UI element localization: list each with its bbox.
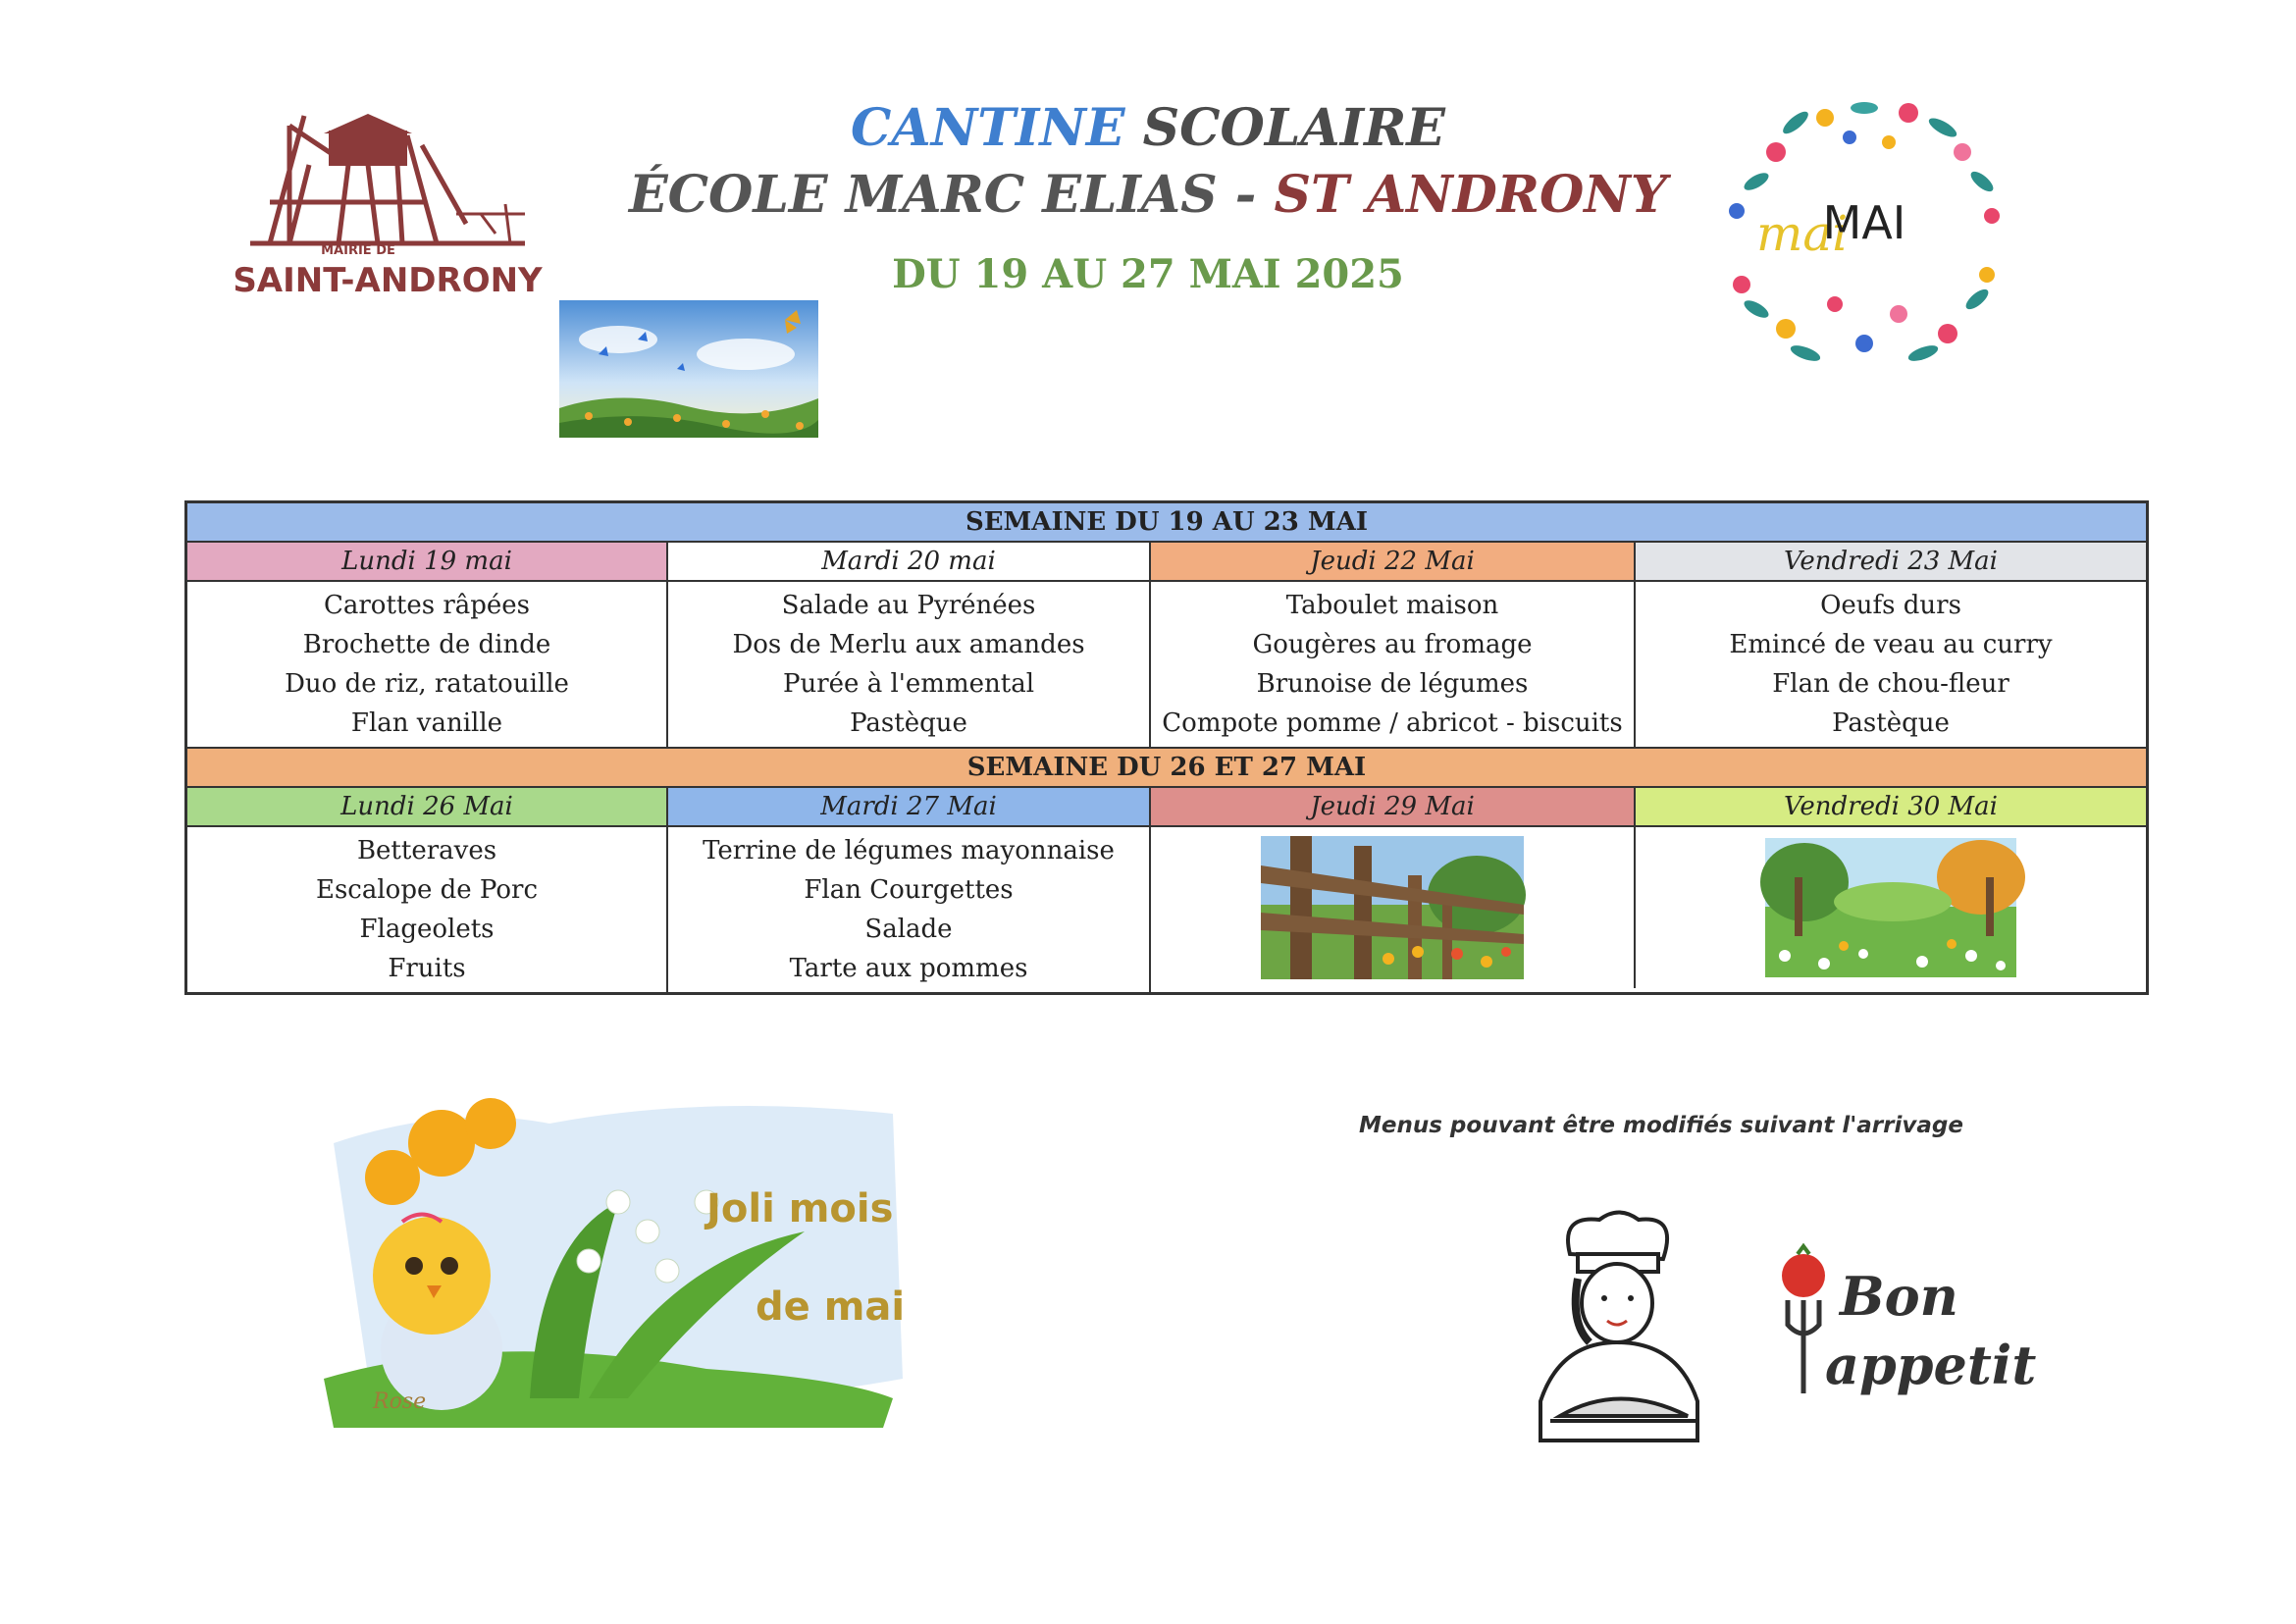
dish: Tarte aux pommes: [789, 954, 1028, 983]
town-name: ST ANDRONY: [1274, 165, 1667, 225]
mai-flower-wreath: [1717, 93, 2011, 378]
de-mai-text: de mai: [756, 1284, 906, 1330]
menu-change-note: Menus pouvant être modifiés suivant l'arrivage: [1359, 1113, 1963, 1138]
dish: Flageolets: [359, 915, 495, 944]
dish: Brunoise de légumes: [1256, 669, 1529, 699]
dish: Pastèque: [850, 708, 967, 738]
dish: Pastèque: [1832, 708, 1950, 738]
spring-meadow-image: [1765, 838, 2016, 977]
chef-illustration: [1501, 1205, 1737, 1470]
day-vendredi-30: Vendredi 30 Mai: [1636, 788, 2146, 825]
tomato-icon: [1782, 1254, 1825, 1297]
fork-icon: [1788, 1300, 1819, 1393]
dish: Brochette de dinde: [302, 630, 551, 659]
dish: Fruits: [388, 954, 466, 983]
dishes-mardi-20: [668, 582, 1151, 747]
dish: Flan de chou-fleur: [1772, 669, 2009, 699]
day-mardi-20: Mardi 20 mai: [668, 543, 1151, 580]
day-vendredi-23: Vendredi 23 Mai: [1636, 543, 2146, 580]
jeudi-29-image-cell: [1151, 827, 1636, 988]
dish: Taboulet maison: [1285, 591, 1499, 620]
school-name: ÉCOLE MARC ELIAS -: [629, 165, 1257, 225]
joli-mois-text: Joli mois: [706, 1186, 894, 1231]
butterfly-meadow-image: [559, 300, 818, 438]
dishes-lundi-19: [187, 582, 668, 747]
day-lundi-26: Lundi 26 Mai: [187, 788, 668, 825]
dish: Oeufs durs: [1820, 591, 1961, 620]
dish: Salade au Pyrénées: [781, 591, 1036, 620]
wooden-fence-flowers-image: [1261, 836, 1524, 979]
day-jeudi-29: Jeudi 29 Mai: [1151, 788, 1636, 825]
logo-line-name: SAINT-ANDRONY: [233, 261, 543, 300]
vendredi-30-image-cell: [1636, 827, 2146, 988]
chef-icon: [1501, 1205, 1737, 1470]
week1-dishes-row: [187, 582, 2146, 749]
day-mardi-27: Mardi 27 Mai: [668, 788, 1151, 825]
week1-header: SEMAINE DU 19 AU 23 MAI: [187, 503, 2146, 543]
week2-day-row: [187, 788, 2146, 827]
dish: Carottes râpées: [323, 591, 531, 620]
signature-text: Rose: [373, 1389, 427, 1414]
dish: Dos de Merlu aux amandes: [732, 630, 1085, 659]
dish: Terrine de légumes mayonnaise: [703, 836, 1115, 865]
date-range: DU 19 AU 27 MAI 2025: [892, 251, 1404, 297]
wreath-script-text: mai: [1756, 205, 1849, 262]
dish: Flan vanille: [350, 708, 503, 738]
title-word-cantine: CANTINE: [851, 98, 1125, 158]
dish: Escalope de Porc: [315, 875, 539, 905]
dishes-mardi-27: [668, 827, 1151, 992]
logo-line-mairie: MAIRIE DE: [321, 243, 395, 258]
dish: Flan Courgettes: [804, 875, 1014, 905]
menu-table: [184, 500, 2149, 995]
title-word-scolaire: SCOLAIRE: [1142, 98, 1445, 158]
dish: Betteraves: [356, 836, 497, 865]
dishes-lundi-26: [187, 827, 668, 992]
day-lundi-19: Lundi 19 mai: [187, 543, 668, 580]
dish: Duo de riz, ratatouille: [285, 669, 569, 699]
wreath-mai-label: MAI: [1822, 196, 1906, 249]
dish: Gougères au fromage: [1252, 630, 1533, 659]
joli-mois-de-mai-illustration: [294, 1084, 922, 1447]
dish: Emincé de veau au curry: [1729, 630, 2053, 659]
dishes-vendredi-23: [1636, 582, 2146, 747]
mairie-logo: [231, 106, 545, 302]
bon-text: Bon: [1840, 1265, 1958, 1328]
dish: Compote pomme / abricot - biscuits: [1162, 708, 1623, 738]
dishes-jeudi-22: [1151, 582, 1636, 747]
day-jeudi-22: Jeudi 22 Mai: [1151, 543, 1636, 580]
fishing-hut-icon: [231, 106, 545, 253]
dish: Purée à l'emmental: [782, 669, 1035, 699]
week2-header: SEMAINE DU 26 ET 27 MAI: [187, 749, 2146, 788]
dish: Salade: [864, 915, 953, 944]
week1-day-row: [187, 543, 2146, 582]
week2-dishes-row: [187, 827, 2146, 992]
appetit-text: appetit: [1825, 1334, 2037, 1396]
bon-appetit-logo: [1766, 1246, 2037, 1413]
